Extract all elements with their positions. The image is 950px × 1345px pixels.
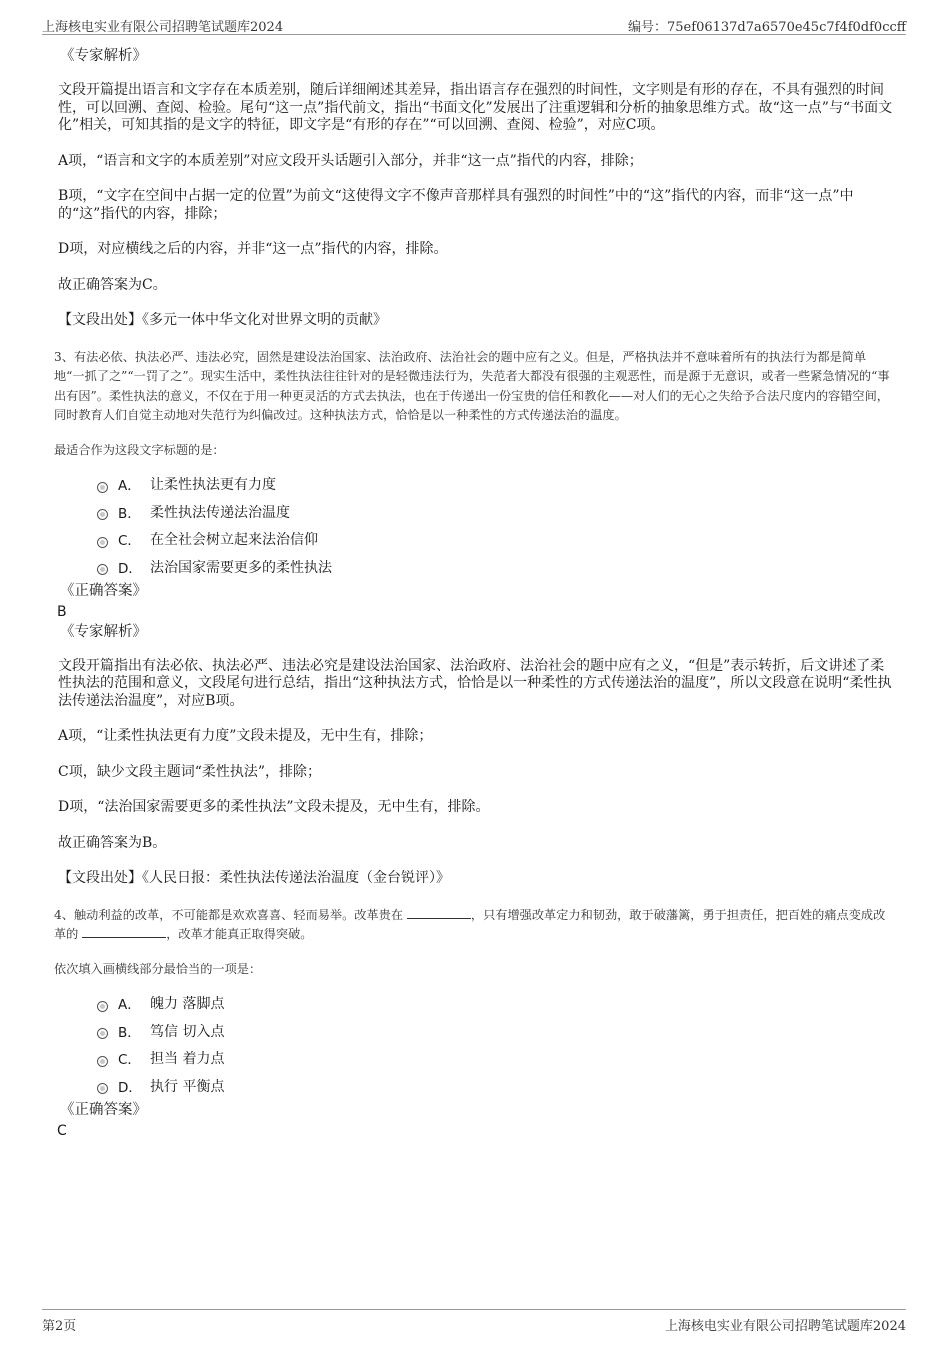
radio-icon[interactable] — [97, 564, 108, 575]
q4-option-a[interactable] — [97, 990, 896, 1018]
radio-icon[interactable] — [97, 1001, 108, 1012]
radio-icon[interactable] — [97, 482, 108, 493]
q3-analysis-para-4: D项，“法治国家需要更多的柔性执法”文段未提及，无中生有，排除。 — [58, 799, 490, 815]
q2-analysis-para-1: 文段开篇提出语言和文字存在本质差别，随后详细阐述其差异，指出语言存在强烈的时间性，文字则是有形的存在，不具有强烈的时间性，可以回溯、查阅、检验。尾句“这一点”指代前文，指出“书面文化”发展出了注重逻辑和分析的抽象思维方式。故“这一点”与“书面文化”相关，可知其指的是文字的特征，即文字是“有形的存在”“可以回溯、查阅、检验”，对应C项。 — [58, 82, 893, 133]
radio-icon[interactable] — [97, 537, 108, 548]
q3-prompt: 最适合作为这段文字标题的是： — [54, 442, 225, 457]
option-letter: C． — [118, 1052, 141, 1069]
fill-blank-1 — [407, 906, 471, 919]
option-text: 法治国家需要更多的柔性执法 — [150, 559, 332, 576]
option-text: 柔性执法传递法治温度 — [150, 504, 290, 521]
option-letter: D． — [118, 560, 142, 577]
header-serial: 编号：75ef06137d7a6570e45c7f4f0df0ccff — [628, 20, 906, 35]
option-letter: B． — [118, 505, 141, 522]
q4-option-d[interactable] — [97, 1072, 896, 1100]
q3-expert-label: 《专家解析》 — [60, 623, 147, 640]
option-text: 执行 平衡点 — [150, 1078, 225, 1095]
radio-icon[interactable] — [97, 509, 108, 520]
q4-question-text — [54, 906, 896, 945]
q3-option-a[interactable] — [97, 471, 896, 499]
option-letter: B． — [118, 1024, 141, 1041]
q3-option-d[interactable] — [97, 553, 896, 581]
q4-text-part-2: ，只有增强改革定力和韧劲，敢于破藩篱，勇于担责任，把百姓的痛点变成改革的 — [54, 907, 886, 941]
q3-answer: B — [57, 603, 67, 620]
radio-icon[interactable] — [97, 1028, 108, 1039]
q4-option-c[interactable] — [97, 1045, 896, 1073]
radio-icon[interactable] — [97, 1056, 108, 1067]
option-letter: D． — [118, 1079, 142, 1096]
q4-options — [97, 990, 896, 1100]
footer-company: 上海核电实业有限公司招聘笔试题库2024 — [664, 1319, 906, 1334]
q3-options — [97, 471, 896, 581]
q3-answer-label: 《正确答案》 — [60, 582, 147, 599]
page-header — [42, 12, 906, 35]
radio-icon[interactable] — [97, 1083, 108, 1094]
q4-answer-label: 《正确答案》 — [60, 1101, 147, 1118]
q4-prompt: 依次填入画横线部分最恰当的一项是： — [54, 961, 262, 976]
q2-analysis-para-3: B项，“文字在空间中占据一定的位置”为前文“这使得文字不像声音那样具有强烈的时间性”中的“这”指代的内容，而非“这一点”中的“这”指代的内容，排除； — [58, 188, 854, 222]
q2-source: 【文段出处】《多元一体中华文化对世界文明的贡献》 — [58, 312, 387, 328]
option-letter: A． — [118, 478, 141, 495]
q2-analysis-para-5: 故正确答案为C。 — [58, 276, 167, 293]
q3-analysis-para-2: A项，“让柔性执法更有力度”文段未提及，无中生有，排除； — [58, 728, 433, 744]
q2-analysis-para-2: A项，“语言和文字的本质差别”对应文段开头话题引入部分，并非“这一点”指代的内容，排除； — [58, 152, 643, 169]
q3-analysis-para-3: C项，缺少文段主题词“柔性执法”，排除； — [58, 763, 322, 780]
option-text: 在全社会树立起来法治信仰 — [150, 532, 318, 549]
q2-expert-label: 《专家解析》 — [60, 48, 147, 64]
q3-analysis-para-1: 文段开篇指出有法必依、执法必严、违法必究是建设法治国家、法治政府、法治社会的题中应有之义，“但是”表示转折，后文讲述了柔性执法的范围和意义，文段尾句进行总结，指出“这种执法方式，恰恰是以一种柔性的方式传递法治的温度”，所以文段意在说明“柔性执法传递法治温度”，对应B项。 — [58, 657, 892, 709]
page-footer — [42, 1309, 906, 1334]
option-text: 笃信 切入点 — [150, 1023, 225, 1040]
footer-page-number: 第2页 — [42, 1319, 77, 1334]
option-letter: C． — [118, 533, 141, 550]
fill-blank-2 — [82, 925, 166, 938]
q4-option-b[interactable] — [97, 1017, 896, 1045]
q3-analysis-para-5: 故正确答案为B。 — [58, 834, 167, 851]
q2-analysis-para-4: D项，对应横线之后的内容，并非“这一点”指代的内容，排除。 — [58, 241, 448, 257]
option-letter: A． — [118, 997, 141, 1014]
document-body — [54, 46, 896, 1141]
q3-option-b[interactable] — [97, 498, 896, 526]
q3-question-text: 3、有法必依、执法必严、违法必究，固然是建设法治国家、法治政府、法治社会的题中应有之义。但是，严格执法并不意味着所有的执法行为都是简单地“一抓了之”“一罚了之”。现实生活中，柔性执法往往针对的是轻微违法行为，失范者大都没有很强的主观恶性，而是源于无意识，或者一些紧急情况的“事出有因”。柔性执法的意义，不仅在于用一种更灵活的方式去执法，也在于传递出一份宝贵的信任和教化——对人们的无心之失给予合法尺度内的容错空间，同时教育人们自觉主动地对失范行为纠偏改过。这种执法方式，恰恰是以一种柔性的方式传递法治的温度。 — [54, 349, 890, 422]
header-company: 上海核电实业有限公司招聘笔试题库2024 — [42, 20, 284, 35]
q4-answer: C — [57, 1122, 67, 1139]
q4-text-part-3: ，改革才能真正取得突破。 — [166, 927, 313, 941]
q3-source: 【文段出处】《人民日报：柔性执法传递法治温度（金台锐评）》 — [58, 870, 450, 886]
option-text: 担当 着力点 — [150, 1051, 225, 1068]
q3-option-c[interactable] — [97, 526, 896, 554]
option-text: 让柔性执法更有力度 — [150, 477, 276, 494]
q4-text-part-1: 4、触动利益的改革，不可能都是欢欢喜喜、轻而易举。改革贵在 — [54, 907, 404, 922]
option-text: 魄力 落脚点 — [150, 996, 225, 1013]
